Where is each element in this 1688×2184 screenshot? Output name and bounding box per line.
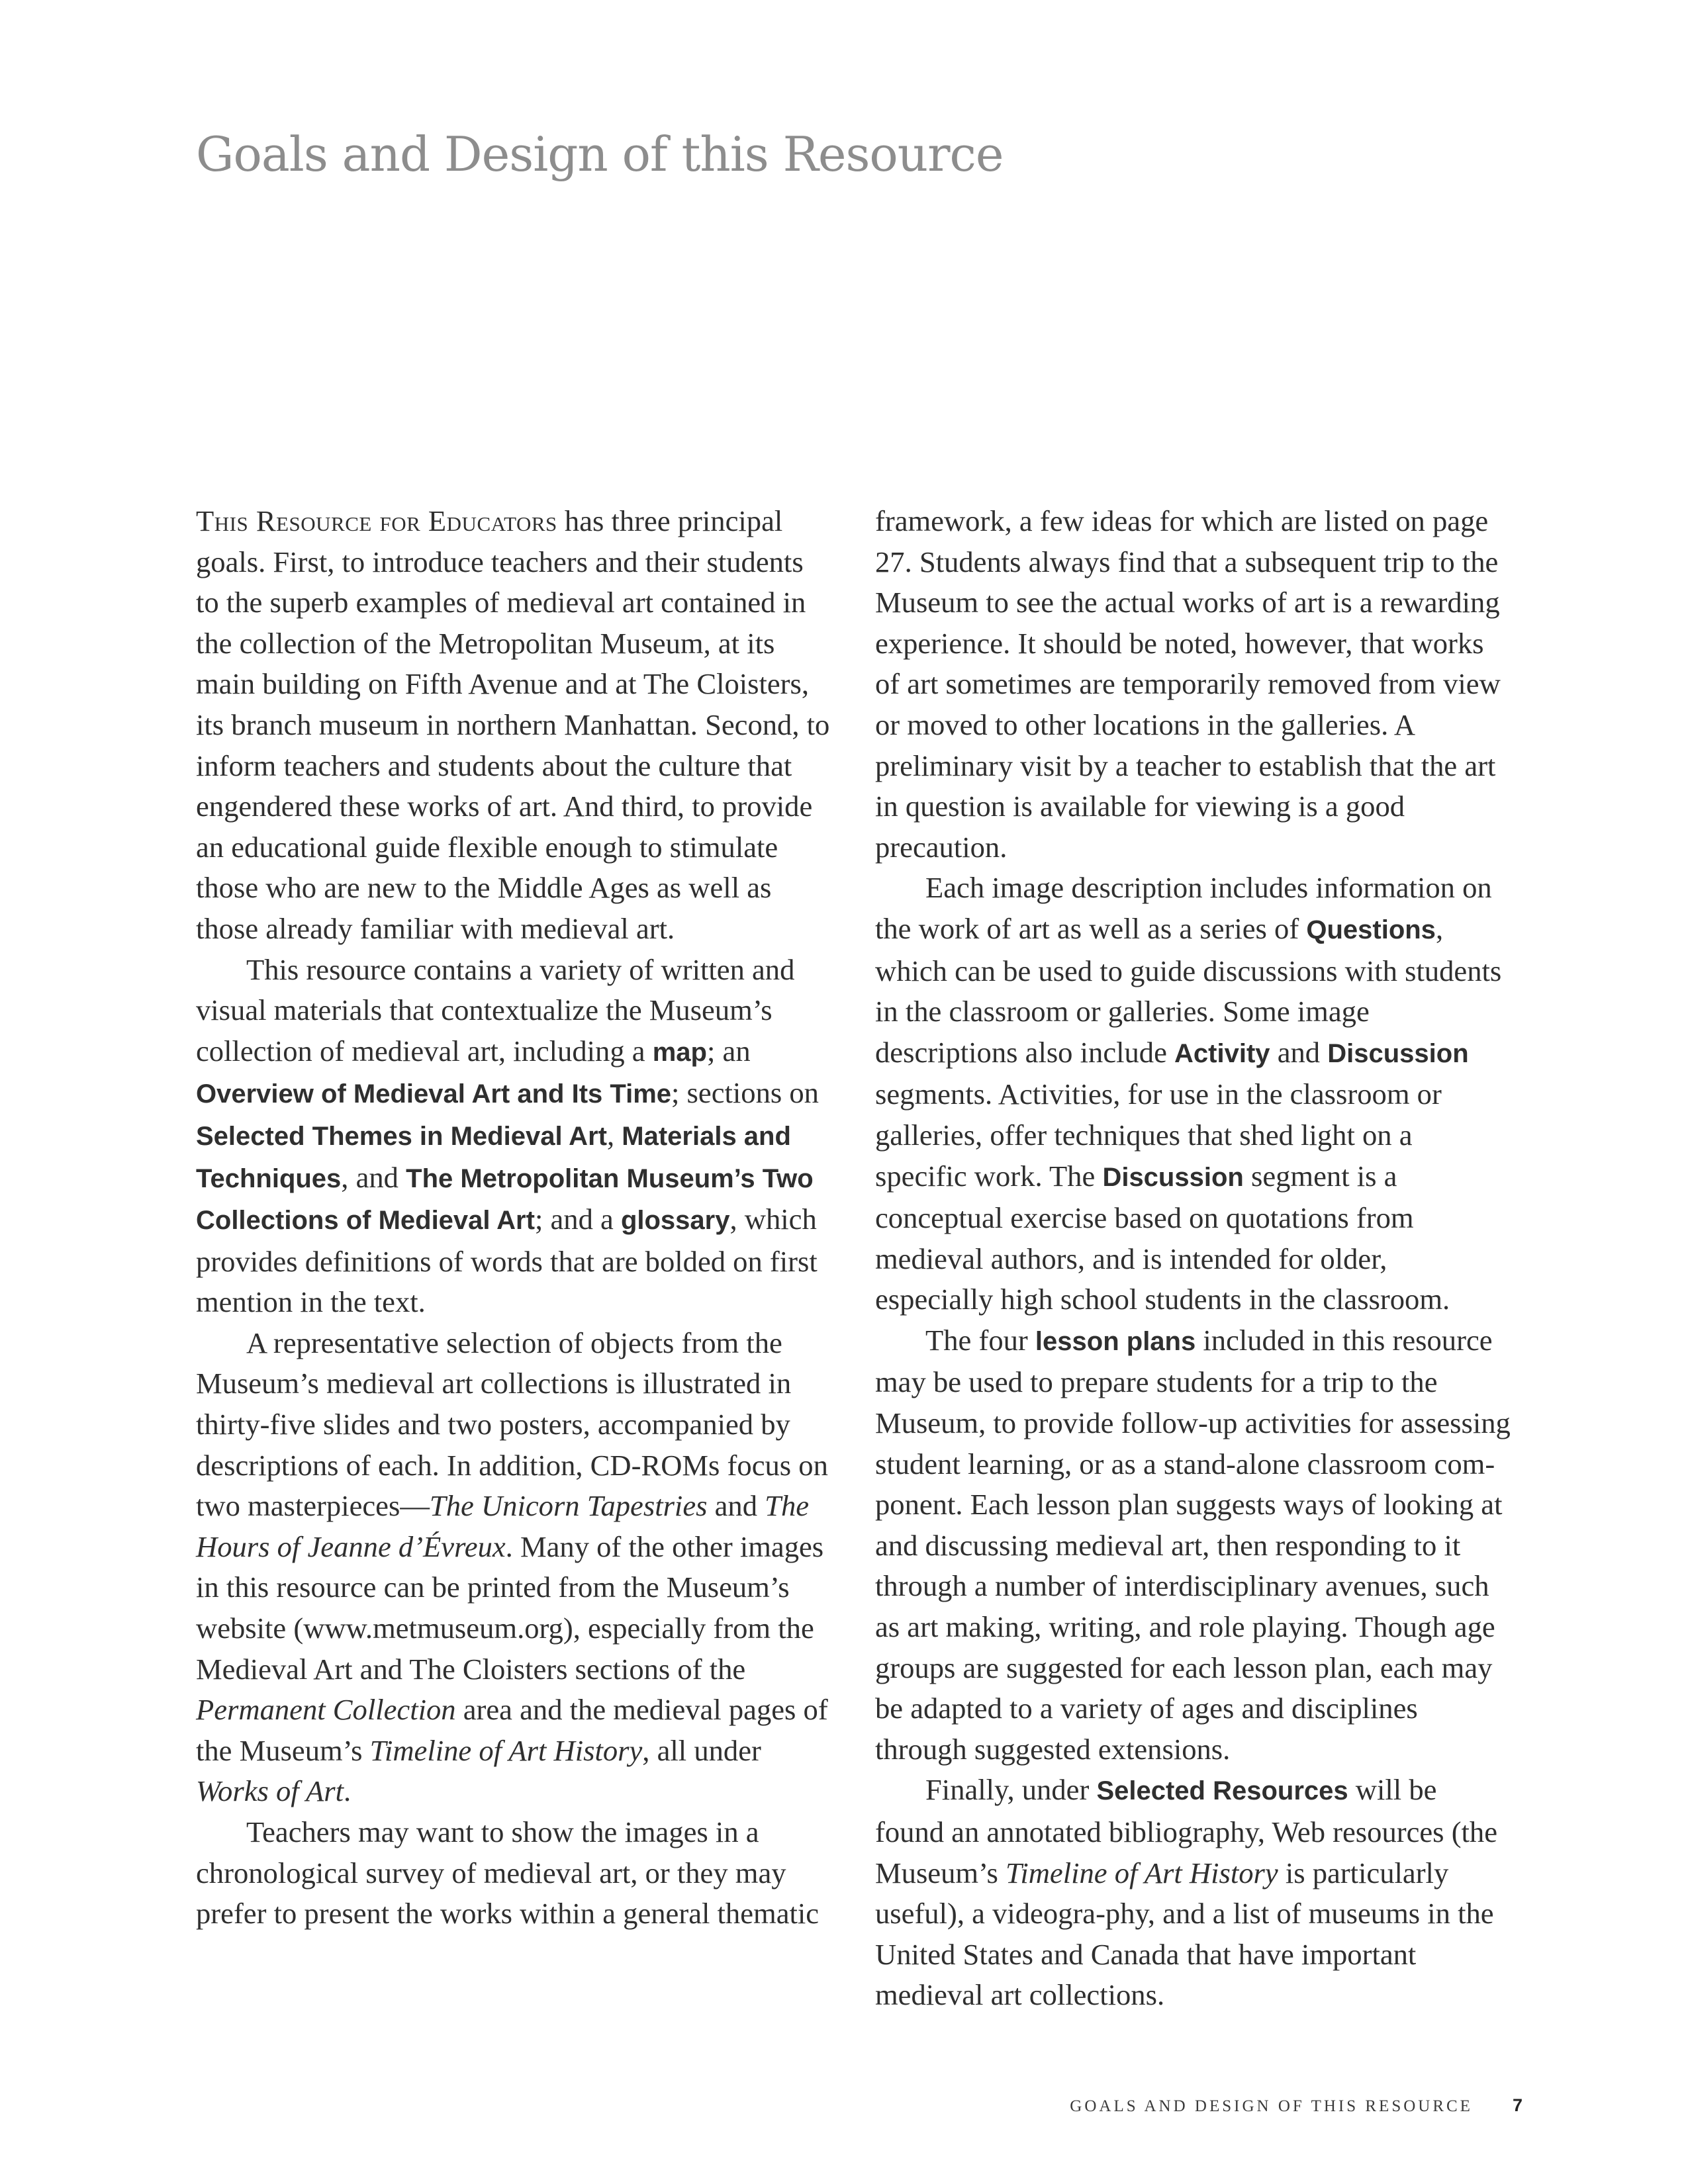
text-span: area and the medieval pages of the Museum’s — [196, 1693, 828, 1767]
paragraph-lesson-plans — [875, 1320, 1511, 1770]
running-footer — [993, 2095, 1523, 2116]
bold-term-questions: Questions — [1306, 915, 1436, 944]
text-span: is particularly useful), a videogra-phy, and a list of museums in the United States and Canada that have important medieval art collections. — [875, 1856, 1494, 2012]
bold-term-map: map — [652, 1037, 707, 1067]
bold-term-lesson-plans: lesson plans — [1035, 1326, 1196, 1356]
bold-term-discussion-2: Discussion — [1102, 1162, 1244, 1192]
italic-timeline: Timeline of Art History — [369, 1733, 643, 1767]
right-column — [875, 501, 1511, 2016]
paragraph-framework: framework, a few ideas for which are listed on page 27. Students always find that a subsequent trip to the Museum to see the actual works of art is a rewarding experience. It should be noted, however, that works of art sometimes are temporarily removed from view or moved to other locations in the galleries. A preliminary visit by a teacher to establish that the art in question is available for viewing is a good precaution. — [875, 504, 1501, 864]
text-span: ; and a — [534, 1203, 621, 1236]
italic-title-hours: The Hours of Jeanne d’Évreux — [196, 1489, 810, 1563]
paragraph-image-descriptions — [875, 868, 1511, 1320]
paragraph-goals — [196, 501, 831, 950]
text-span: , which can be used to guide discussions with students in the classroom or galleries. Some image descriptions also include — [875, 911, 1502, 1069]
italic-permanent-collection: Permanent Collection — [196, 1693, 456, 1727]
text-span: The four — [925, 1323, 1035, 1357]
lead-in-small-caps: This Resource for Educators — [196, 504, 557, 537]
left-column — [196, 501, 831, 1934]
text-span: . — [344, 1774, 352, 1808]
page-title: Goals and Design of this Resource — [196, 126, 1004, 182]
text-span: , and — [341, 1160, 406, 1194]
text-span: , which provides definitions of words that are bolded on first mention in the text. — [196, 1203, 818, 1319]
text-span: . Many of the other images in this resource can be printed from the Museum’s website (www.metmuseum.org), especially from the Medieval Art and The Cloisters sections of the — [196, 1529, 824, 1686]
bold-term-discussion: Discussion — [1327, 1038, 1469, 1068]
text-span: and — [707, 1489, 765, 1523]
bold-term-materials: Materials and Techniques — [196, 1121, 791, 1193]
text-span: segment is a conceptual exercise based on quotations from medieval authors, and is intended for older, especially high school students in the classroom. — [875, 1159, 1450, 1316]
bold-term-themes: Selected Themes in Medieval Art — [196, 1121, 607, 1151]
paragraph-contents — [196, 950, 831, 1323]
bold-term-selected-resources: Selected Resources — [1096, 1776, 1348, 1806]
text-span: A representative selection of objects from the Museum’s medieval art collections is illustrated in thirty-five slides and two posters, accompanied by descriptions of each. In addition, CD-ROMs focus on two masterpieces— — [196, 1326, 828, 1523]
page-number: 7 — [1512, 2095, 1523, 2115]
italic-timeline-2: Timeline of Art History — [1005, 1856, 1278, 1889]
bold-term-glossary: glossary — [620, 1206, 730, 1236]
italic-title-unicorn: The Unicorn Tapestries — [429, 1489, 708, 1523]
text-span: , — [606, 1118, 622, 1152]
text-span: will be found an annotated bibliography, Web resources (the Museum’s — [875, 1773, 1498, 1889]
text-span: This resource contains a variety of written and visual materials that contextualize the Museum’s collection of medieval art, including a — [196, 952, 795, 1068]
italic-works-of-art: Works of Art — [196, 1774, 344, 1808]
paragraph-resources — [875, 1770, 1511, 2016]
footer-section-label: GOALS AND DESIGN OF THIS RESOURCE — [1070, 2097, 1473, 2115]
text-span: segments. Activities, for use in the classroom or galleries, offer techniques that shed light on a specific work. The — [875, 1077, 1442, 1193]
bold-term-overview: Overview of Medieval Art and Its Time — [196, 1079, 672, 1109]
bold-term-collections: The Metropolitan Museum’s Two Collections of Medieval Art — [196, 1163, 814, 1236]
text-span: ; an — [706, 1034, 751, 1068]
bold-term-activity: Activity — [1174, 1038, 1270, 1068]
text-span: ; sections on — [671, 1076, 819, 1110]
text-span: Each image description includes information on the work of art as well as a series of — [875, 871, 1492, 945]
text-span: has three principal goals. First, to introduce teachers and their students to the superb examples of medieval art contained in the collection of the Metropolitan Museum, at its main building on Fifth Avenue and at The Cloisters, its branch museum in northern Manhattan. Second, to inform teachers and students about the culture that engendered these works of art. And third, to provide an educational guide flexible enough to stimulate those who are new to the Middle Ages as well as those already familiar with medieval art. — [196, 504, 830, 945]
paragraph-selection — [196, 1323, 831, 1812]
text-span: and — [1270, 1035, 1328, 1069]
text-span: included in this resource may be used to prepare students for a trip to the Museum, to provide follow-up activities for assessing student learning, or as a stand-alone classroom com-ponent. Each lesson plan suggests ways of looking at and discussing medieval art, then responding to it through a number of interdisciplinary avenues, such as art making, writing, and role playing. Though age groups are suggested for each lesson plan, each may be adapted to a variety of ages and disciplines through suggested extensions. — [875, 1323, 1511, 1766]
text-span: , all under — [642, 1733, 761, 1767]
paragraph-teachers: Teachers may want to show the images in a chronological survey of medieval art, or they may prefer to present the works within a general thematic — [196, 1815, 820, 1931]
text-span: Finally, under — [925, 1773, 1097, 1807]
